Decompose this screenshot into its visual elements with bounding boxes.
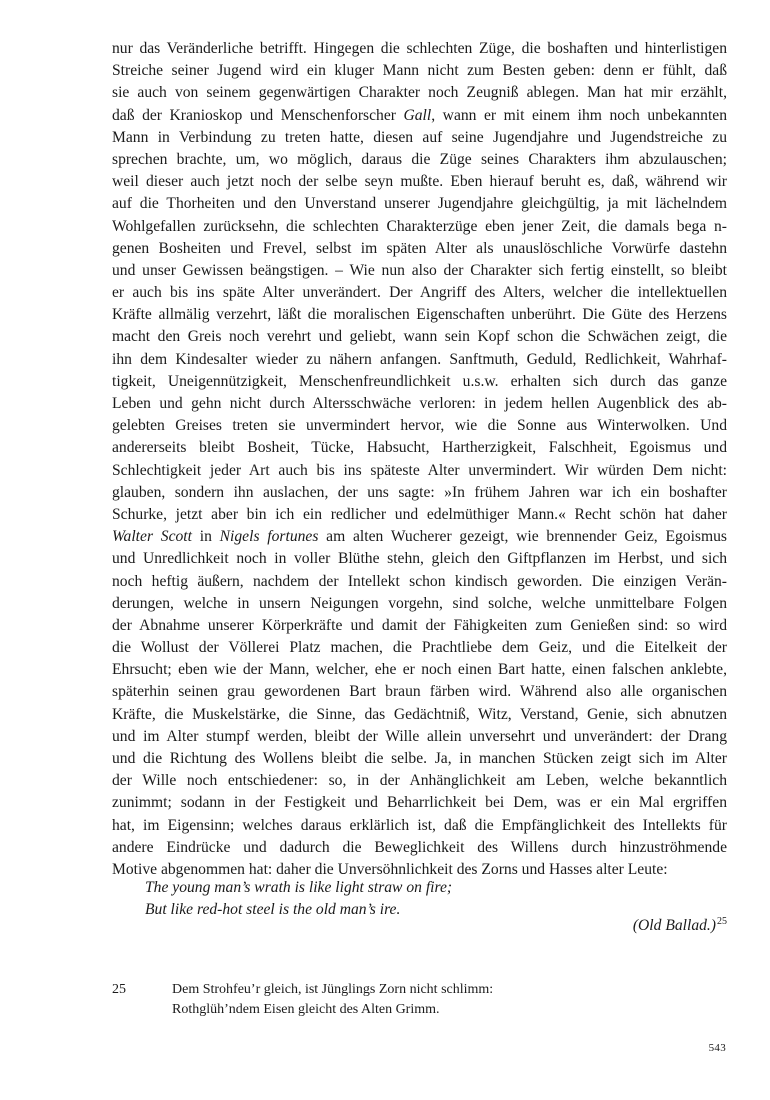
text-line: Kräfte, die Muskelstärke, die Sinne, das Gedächtniß, Witz, Verstand, Genie, sich abnutzen bbox=[112, 705, 727, 723]
italic-name-walter-scott: Walter Scott bbox=[112, 528, 192, 546]
text-line: Leben und gehn nicht durch Altersschwäche verloren: in jedem hellen Augenblick des ab- bbox=[112, 395, 727, 412]
text-line: andere Eindrücke und dadurch die Beweglichkeit des Willens durch hinzuströhmende bbox=[112, 838, 727, 856]
text-line: nur das Veränderliche betrifft. Hingegen die schlechten Züge, die boshaften und hinterlistigen bbox=[112, 40, 727, 57]
italic-title-nigels-fortunes: Nigels fortunes bbox=[219, 528, 319, 546]
attribution-text: (Old Ballad.) bbox=[632, 917, 716, 934]
text-line: Schurke, jetzt aber bin ich ein redlicher und edelmüthiger Mann.« Recht schön hat daher bbox=[112, 505, 727, 523]
text-line: noch heftig äußern, nachdem der Intellekt schon kindisch geworden. Die einzigen Verän- bbox=[112, 572, 727, 590]
text-line: hat, im Eigensinn; welches daraus erklärlich ist, daß die Empfänglichkeit des Intellekts für bbox=[112, 816, 727, 834]
text-line: und Unredlichkeit noch in voller Blüthe stehn, gleich den Giftpflanzen im Herbst, und sich bbox=[112, 550, 727, 568]
text-line: und im Alter stumpf werden, bleibt der Wille allein unversehrt und unverändert: der Drang bbox=[112, 727, 727, 745]
text-line: Wohlgefallen zurücksehn, die schlechten Charakterzüge eben jener Zeit, die damals bega n- bbox=[112, 217, 727, 235]
text-line: er auch bis ins späte Alter unverändert. Der Angriff des Alters, welcher die intellektuellen bbox=[112, 284, 727, 302]
footnote-text bbox=[172, 980, 493, 1020]
text-line: Mann in Verbindung zu treten hatte, diesen auf seine Jugendjahre und Jugendstreiche zu bbox=[112, 128, 727, 146]
text-line: Schlechtigkeit jeder Art auch bis ins späteste Alter unvermindert. Wir würden Dem nicht: bbox=[112, 461, 727, 479]
text-line: weil dieser auch jetzt noch der selbe seyn mußte. Eben hierauf beruht es, daß, während wir bbox=[112, 173, 727, 191]
text-line: genen Bosheiten und Frevel, selbst im späten Alter als unauslöschliche Vorwürfe dastehn bbox=[112, 239, 727, 257]
verse-quote bbox=[145, 877, 705, 921]
text-line: ihn dem Kindesalter wieder zu nähern anfangen. Sanftmuth, Geduld, Redlichkeit, Wahrhaf- bbox=[112, 350, 727, 368]
text-line: zunimmt; sodann in der Festigkeit und Beharrlichkeit bei Dem, was er ein Mal ergriffen bbox=[112, 794, 727, 812]
text-line: Ehrsucht; eben wie der Mann, welcher, ehe er noch einen Bart hatte, einen falschen anklebte, bbox=[112, 661, 727, 679]
text-line: der Wille noch entschiedener: so, in der Anhänglichkeit am Leben, welche bekanntlich bbox=[112, 772, 727, 790]
text-line: der Abnahme unserer Körperkräfte und damit der Fähigkeiten zum Genießen sind: so wird bbox=[112, 616, 727, 634]
text-line: Kräfte allmälig verzehrt, läßt die moralischen Eigenschaften unberührt. Die Güte des Herzens bbox=[112, 306, 727, 324]
footnote-line: Dem Strohfeu’r gleich, ist Jünglings Zorn nicht schlimm: bbox=[172, 982, 494, 997]
text-line: auf die Thorheiten und den Unverstand unserer Jugendjahre gleichgültig, ja mit lächelndem bbox=[112, 195, 727, 213]
text-line: daß der Kranioskop und Menschenforscher Gall, wann er mit einem ihm noch unbekannten bbox=[112, 106, 728, 124]
text-line: gelebten Greises treten sie unvermindert hervor, wie die Sonne aus Winterwolken. Und bbox=[112, 417, 727, 435]
verse-attribution bbox=[633, 916, 727, 935]
italic-name-gall: Gall bbox=[403, 106, 432, 124]
text-line: andererseits bleibt Bosheit, Tücke, Habsucht, Hartherzigkeit, Falschheit, Egoismus und bbox=[112, 439, 727, 457]
text-line: derungen, welche in unsern Neigungen vorgehn, sind solche, welche unmittelbare Folgen bbox=[112, 594, 727, 612]
footnote-number: 25 bbox=[112, 982, 126, 997]
page-number: 543 bbox=[708, 1042, 726, 1054]
body-paragraph bbox=[112, 38, 727, 881]
text-line: macht den Greis noch verehrt und geliebt, wann sein Kopf schon die Schwächen zeigt, die bbox=[112, 328, 727, 346]
text-line: und die Richtung des Wollens bleibt die selbe. Ja, in manchen Stücken zeigt sich im Alter bbox=[112, 750, 727, 767]
text-line: Walter Scott in Nigels fortunes am alten Wucherer gezeigt, wie brennender Geiz, Egoismus bbox=[112, 528, 727, 546]
text-line: tigkeit, Uneigennützigkeit, Menschenfreundlichkeit u.s.w. erhalten sich durch das ganze bbox=[112, 372, 727, 390]
text-line: sprechen brachte, um, wo möglich, daraus die Züge seines Charakters ihm abzulauschen; bbox=[112, 150, 727, 168]
footnote-reference[interactable]: 25 bbox=[717, 916, 727, 927]
verse-line: The young man’s wrath is like light straw on fire; bbox=[145, 879, 453, 896]
text-line: und unser Gewissen beängstigen. – Wie nun also der Charakter sich fertig einstellt, so bleibt bbox=[112, 261, 727, 279]
text-line: die Wollust der Völlerei Platz machen, die Prachtliebe dem Geiz, und die Eitelkeit der bbox=[112, 639, 727, 657]
footnote-line: Rothglüh’ndem Eisen gleicht des Alten Grimm. bbox=[172, 1002, 440, 1017]
text-line: Streiche seiner Jugend wird ein kluger Mann nicht zum Besten geben: denn er fühlt, daß bbox=[112, 62, 727, 80]
text-line: glauben, sondern ihn auslachen, der uns sagte: »In frühem Jahren war ich ein boshafter bbox=[112, 483, 727, 501]
text-line: späterhin seinen grau gewordenen Bart braun färben wird. Während also alle organischen bbox=[112, 683, 727, 701]
text-line: Motive abgenommen hat: daher die Unversöhnlichkeit des Zorns und Hasses alter Leute: bbox=[112, 860, 668, 878]
verse-line: But like red-hot steel is the old man’s ire. bbox=[145, 901, 401, 919]
text-line: sie auch von seinem gegenwärtigen Charakter noch Zeugniß ablegen. Man hat mir erzählt, bbox=[112, 84, 727, 102]
